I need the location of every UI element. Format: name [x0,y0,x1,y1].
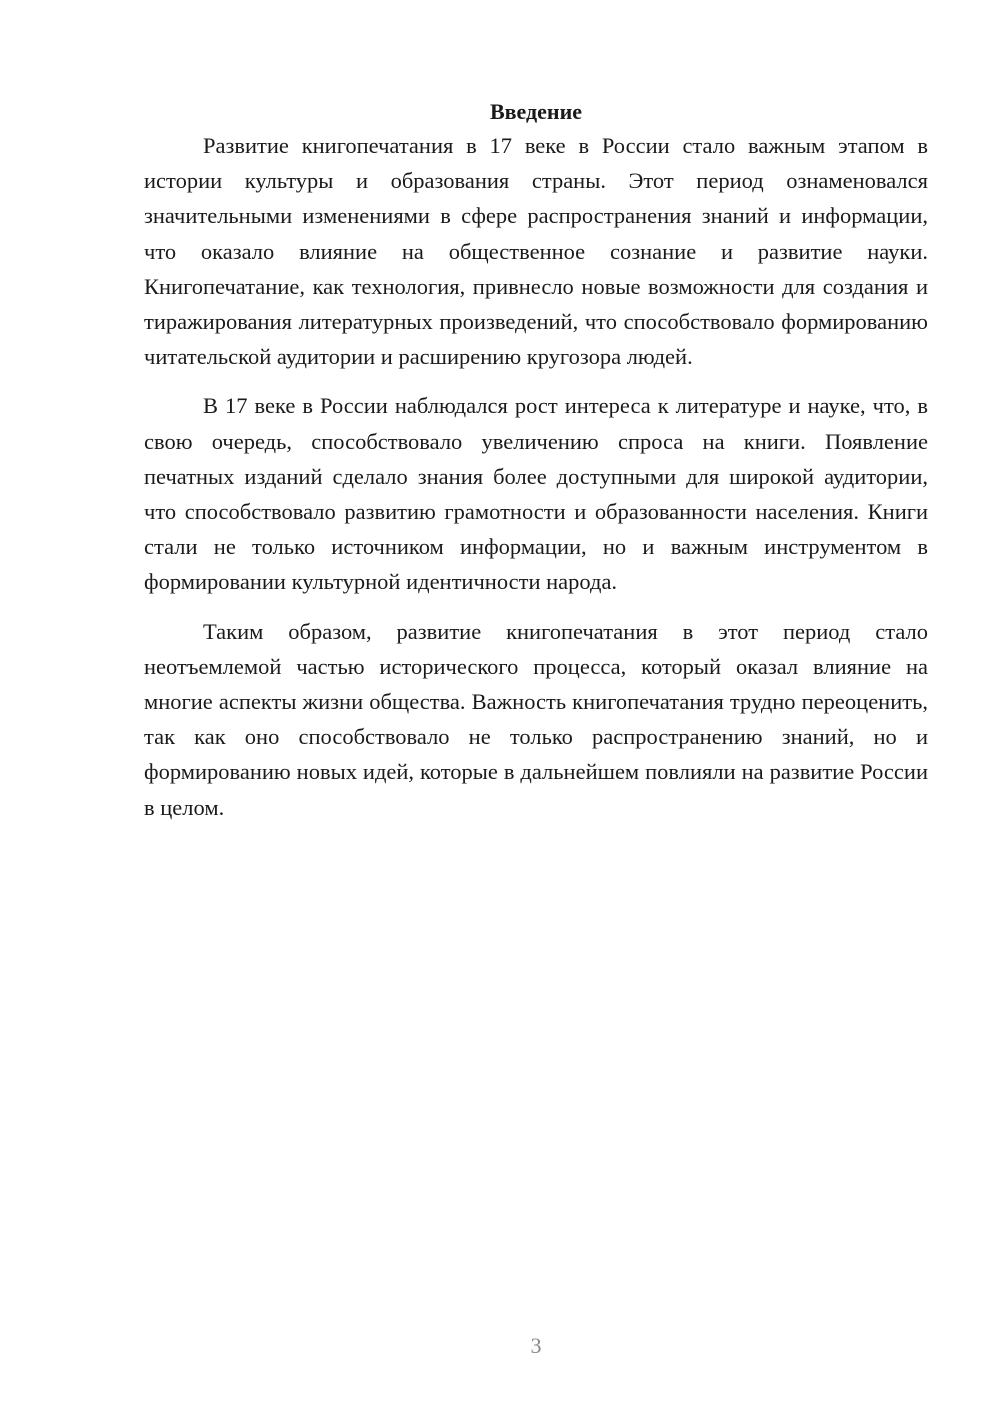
paragraph-3: Таким образом, развитие книгопечатания в этот период стало неотъемлемой частью исторического процесса, который оказал влияние на многие аспекты жизни общества. Важность книгопечатания трудно переоценить, так как оно способствовало не только распространению знаний, но и формированию новых идей, которые в дальнейшем повлияли на развитие России в целом. [144,618,928,820]
paragraph-2: В 17 веке в России наблюдался рост интереса к литературе и науке, что, в свою очередь, способствовало увеличению спроса на книги. Появление печатных изданий сделало знания более доступными для широкой аудитории, что способствовало развитию грамотности и образованности населения. Книги стали не только источником информации, но и важным инструментом в формировании культурной идентичности народа. [144,393,928,595]
page-content [144,95,928,825]
section-title: Введение [489,99,583,124]
page-number: 3 [530,1333,542,1358]
paragraph-1: Развитие книгопечатания в 17 веке в России стало важным этапом в истории культуры и образования страны. Этот период ознаменовался значительными изменениями в сфере распространения знаний и информации, что оказало влияние на общественное сознание и развитие науки. Книгопечатание, как технология, привнесло новые возможности для создания и тиражирования литературных произведений, что способствовало формированию читательской аудитории и расширению кругозора людей. [144,133,928,370]
